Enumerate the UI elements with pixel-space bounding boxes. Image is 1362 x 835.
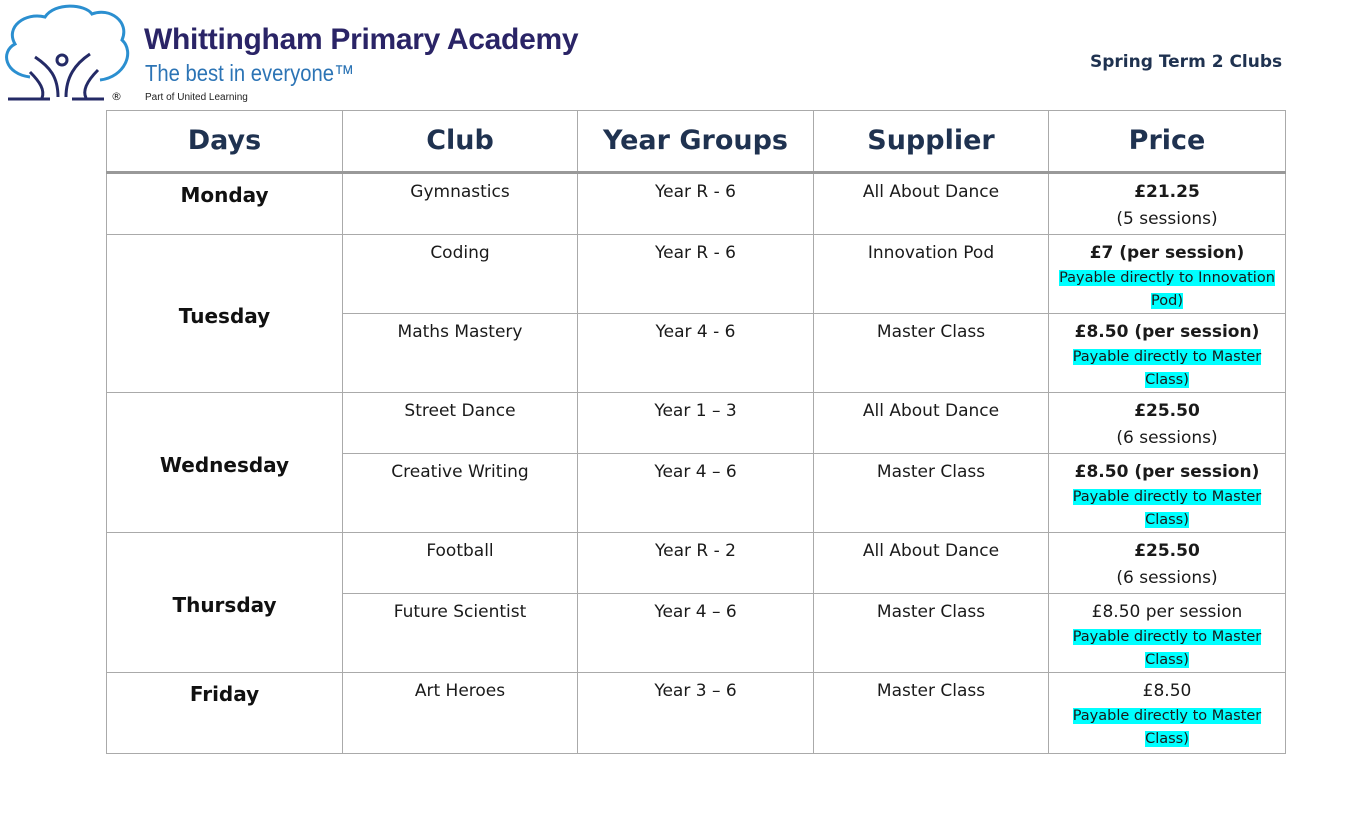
club-cell: Coding	[343, 235, 578, 314]
day-cell: Tuesday	[107, 235, 343, 393]
table-row	[107, 393, 1286, 454]
sessions-note: (6 sessions)	[1116, 428, 1218, 448]
term-title: Spring Term 2 Clubs	[1090, 52, 1283, 72]
payment-note-text: Payable directly to Master Class)	[1072, 489, 1262, 528]
school-logo	[0, 2, 579, 106]
school-name: Whittingham Primary Academy	[144, 23, 579, 56]
price-cell	[1049, 314, 1286, 393]
supplier-cell: All About Dance	[814, 173, 1049, 235]
price-amount: £25.50	[1134, 541, 1200, 561]
payment-note	[1049, 705, 1285, 751]
price-amount: £21.25	[1134, 182, 1200, 202]
year-groups-cell: Year 1 – 3	[578, 393, 814, 454]
day-cell: Thursday	[107, 533, 343, 673]
supplier-cell: All About Dance	[814, 533, 1049, 594]
column-header-supplier: Supplier	[814, 111, 1049, 173]
table-row	[107, 173, 1286, 235]
supplier-cell: Master Class	[814, 594, 1049, 673]
club-cell: Football	[343, 533, 578, 594]
column-header-days: Days	[107, 111, 343, 173]
price-amount: £8.50 (per session)	[1074, 462, 1260, 482]
year-groups-cell: Year R - 6	[578, 173, 814, 235]
payment-note	[1049, 626, 1285, 672]
table-row	[107, 235, 1286, 314]
price-cell	[1049, 533, 1286, 594]
payment-note-text: Payable directly to Innovation Pod)	[1059, 270, 1275, 309]
price-cell	[1049, 673, 1286, 754]
clubs-table	[106, 110, 1286, 754]
club-cell: Creative Writing	[343, 454, 578, 533]
price-amount: £8.50 per session	[1091, 602, 1243, 622]
supplier-cell: Master Class	[814, 454, 1049, 533]
sessions-note: (6 sessions)	[1116, 568, 1218, 588]
affiliation: Part of United Learning	[145, 92, 248, 103]
header-row	[107, 111, 1286, 173]
day-cell: Wednesday	[107, 393, 343, 533]
year-groups-cell: Year 4 - 6	[578, 314, 814, 393]
supplier-cell: Innovation Pod	[814, 235, 1049, 314]
price-amount: £8.50 (per session)	[1074, 322, 1260, 342]
club-cell: Maths Mastery	[343, 314, 578, 393]
sessions-note: (5 sessions)	[1116, 209, 1218, 229]
price-cell	[1049, 454, 1286, 533]
payment-note	[1049, 267, 1285, 313]
price-cell	[1049, 173, 1286, 235]
tagline: The best in everyone™	[145, 60, 355, 86]
year-groups-cell: Year 4 – 6	[578, 454, 814, 533]
price-cell	[1049, 393, 1286, 454]
table-row	[107, 533, 1286, 594]
club-cell: Street Dance	[343, 393, 578, 454]
payment-note-text: Payable directly to Master Class)	[1072, 629, 1262, 668]
registered-mark: ®	[111, 90, 122, 103]
payment-note-text: Payable directly to Master Class)	[1072, 349, 1262, 388]
day-cell: Monday	[107, 173, 343, 235]
price-amount: £25.50	[1134, 401, 1200, 421]
year-groups-cell: Year 3 – 6	[578, 673, 814, 754]
table-row	[107, 673, 1286, 754]
column-header-club: Club	[343, 111, 578, 173]
payment-note	[1049, 346, 1285, 392]
column-header-price: Price	[1049, 111, 1286, 173]
price-amount: £7 (per session)	[1089, 243, 1245, 263]
club-cell: Gymnastics	[343, 173, 578, 235]
year-groups-cell: Year R - 6	[578, 235, 814, 314]
price-amount: £8.50	[1142, 681, 1192, 701]
price-cell	[1049, 594, 1286, 673]
payment-note-text: Payable directly to Master Class)	[1072, 708, 1262, 747]
day-cell: Friday	[107, 673, 343, 754]
payment-note	[1049, 486, 1285, 532]
club-cell: Art Heroes	[343, 673, 578, 754]
column-header-year-groups: Year Groups	[578, 111, 814, 173]
price-cell	[1049, 235, 1286, 314]
supplier-cell: Master Class	[814, 673, 1049, 754]
year-groups-cell: Year R - 2	[578, 533, 814, 594]
club-cell: Future Scientist	[343, 594, 578, 673]
supplier-cell: All About Dance	[814, 393, 1049, 454]
supplier-cell: Master Class	[814, 314, 1049, 393]
year-groups-cell: Year 4 – 6	[578, 594, 814, 673]
